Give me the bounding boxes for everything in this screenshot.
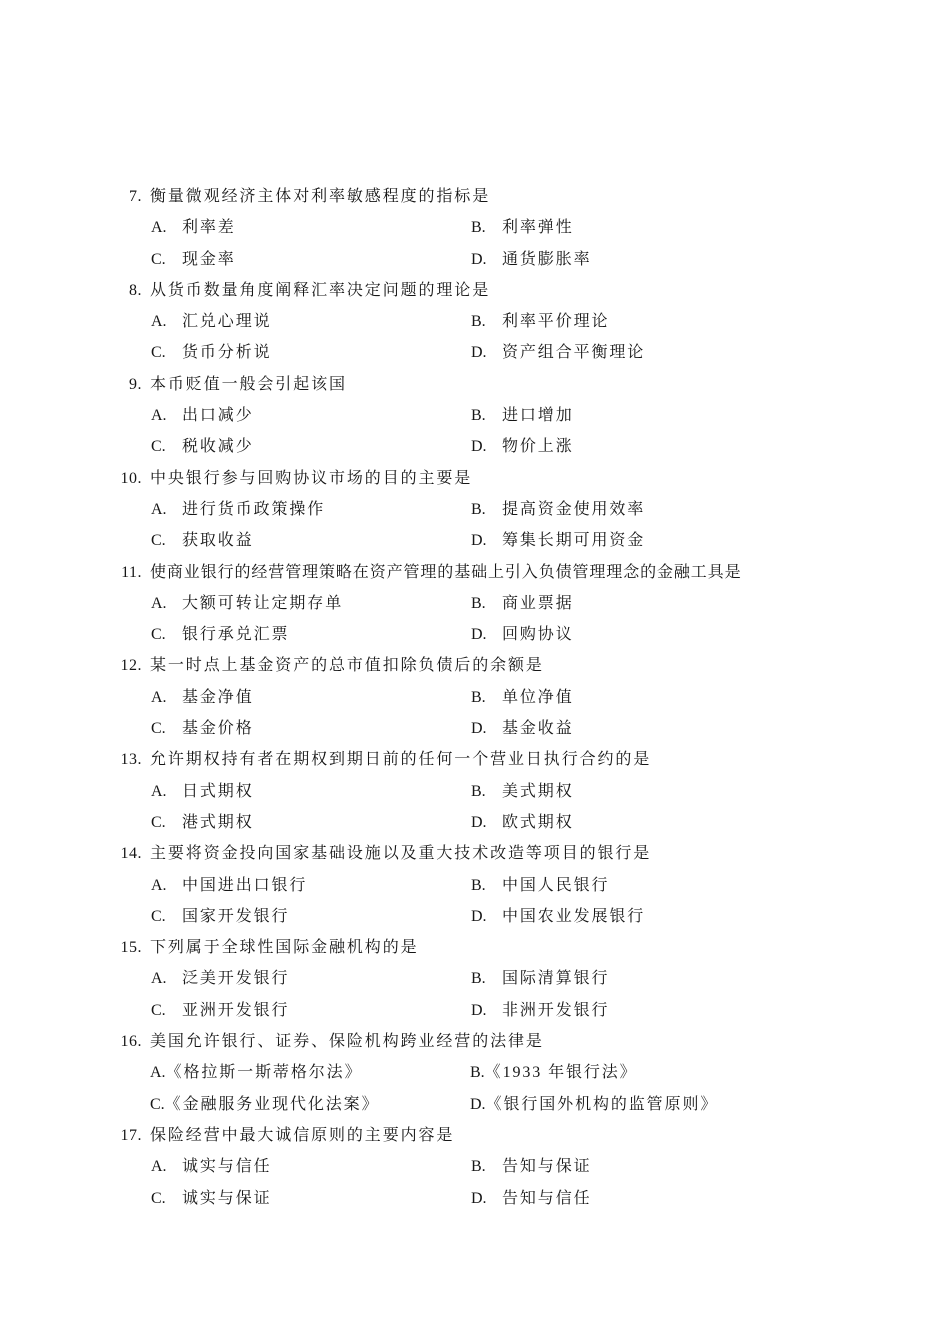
option-label: D. xyxy=(471,532,487,550)
question-number: 11. xyxy=(121,563,142,581)
option-row xyxy=(0,901,950,932)
question-11 xyxy=(0,557,950,651)
option-text: 大额可转让定期存单 xyxy=(182,594,344,612)
question-11-option-a xyxy=(151,588,343,619)
option-label: D. xyxy=(471,720,487,738)
question-14-option-b xyxy=(471,870,609,901)
option-text: 告知与信任 xyxy=(502,1189,592,1207)
option-text: 单位净值 xyxy=(502,688,574,706)
option-text: 《金融服务业现代化法案》 xyxy=(164,1095,380,1113)
question-11-option-d xyxy=(471,619,574,650)
option-label: C. xyxy=(150,1095,165,1113)
option-label: C. xyxy=(151,813,166,831)
option-text: 国家开发银行 xyxy=(182,907,290,925)
option-label: A. xyxy=(150,1064,166,1082)
option-row xyxy=(0,619,950,650)
option-label: B. xyxy=(471,219,486,237)
question-number: 7. xyxy=(129,188,142,205)
question-14-option-a xyxy=(151,870,307,901)
option-label: C. xyxy=(151,907,166,925)
option-label: A. xyxy=(151,313,167,331)
option-label: C. xyxy=(151,720,166,738)
question-number: 16. xyxy=(120,1033,142,1051)
question-16-option-a xyxy=(150,1057,362,1088)
option-text: 泛美开发银行 xyxy=(182,970,290,988)
question-number: 8. xyxy=(129,281,142,299)
exam-page xyxy=(0,181,950,1214)
question-stem xyxy=(0,1026,950,1057)
option-text: 基金净值 xyxy=(182,688,254,706)
option-row xyxy=(0,1151,950,1182)
option-label: D. xyxy=(471,907,487,925)
option-row xyxy=(0,431,950,462)
question-text: 主要将资金投向国家基础设施以及重大技术改造等项目的银行是 xyxy=(150,845,652,863)
option-text: 亚洲开发银行 xyxy=(182,1001,290,1019)
option-label: C. xyxy=(151,626,166,644)
option-row xyxy=(0,807,950,838)
option-text: 进口增加 xyxy=(502,407,574,425)
question-number: 12. xyxy=(120,657,142,675)
option-label: D. xyxy=(471,344,487,362)
option-text: 提高资金使用效率 xyxy=(502,500,646,518)
question-stem xyxy=(0,369,950,400)
option-text: 进行货币政策操作 xyxy=(182,500,326,518)
option-label: B. xyxy=(471,688,486,706)
question-stem xyxy=(0,181,950,212)
option-label: A. xyxy=(151,688,167,706)
option-label: D. xyxy=(471,438,487,456)
question-12-option-a xyxy=(151,682,254,713)
option-row xyxy=(0,400,950,431)
option-text: 非洲开发银行 xyxy=(502,1001,610,1019)
question-16 xyxy=(0,1026,950,1120)
question-stem xyxy=(0,932,950,963)
option-label: B. xyxy=(471,970,486,988)
question-11-option-b xyxy=(471,588,574,619)
question-8-option-c xyxy=(151,337,272,368)
question-12-option-b xyxy=(471,682,574,713)
option-row xyxy=(0,1057,950,1088)
option-label: D. xyxy=(471,1001,487,1019)
question-10-option-a xyxy=(151,494,325,525)
option-text: 资产组合平衡理论 xyxy=(502,344,646,362)
option-label: C. xyxy=(151,438,166,456)
option-label: B. xyxy=(471,407,486,425)
question-13-option-b xyxy=(471,776,574,807)
question-text: 本币贬值一般会引起该国 xyxy=(150,375,347,393)
question-10-option-b xyxy=(471,494,645,525)
option-label: A. xyxy=(151,970,167,988)
question-17-option-b xyxy=(471,1151,592,1182)
question-14 xyxy=(0,838,950,932)
option-text: 中国农业发展银行 xyxy=(502,907,646,925)
question-13-option-a xyxy=(151,776,254,807)
option-text: 通货膨胀率 xyxy=(502,250,592,268)
option-text: 告知与保证 xyxy=(502,1158,592,1176)
option-row xyxy=(0,776,950,807)
question-10-option-d xyxy=(471,525,645,556)
question-13-option-c xyxy=(151,807,254,838)
option-text: 汇兑心理说 xyxy=(182,313,272,331)
question-number: 9. xyxy=(129,375,142,393)
question-17-option-c xyxy=(151,1183,272,1214)
question-text: 美国允许银行、证券、保险机构跨业经营的法律是 xyxy=(150,1033,544,1051)
option-label: C. xyxy=(151,532,166,550)
option-text: 日式期权 xyxy=(182,782,254,800)
option-label: B. xyxy=(471,782,486,800)
question-7-option-b xyxy=(471,212,574,243)
option-text: 欧式期权 xyxy=(502,813,574,831)
question-13 xyxy=(0,744,950,838)
option-row xyxy=(0,494,950,525)
question-13-option-d xyxy=(471,807,574,838)
question-12-option-c xyxy=(151,713,254,744)
option-text: 《格拉斯一斯蒂格尔法》 xyxy=(165,1064,363,1082)
option-label: A. xyxy=(151,500,167,518)
question-text: 中央银行参与回购协议市场的目的主要是 xyxy=(150,469,473,487)
option-label: D. xyxy=(471,250,487,268)
option-label: B. xyxy=(471,313,486,331)
option-row xyxy=(0,713,950,744)
option-row xyxy=(0,306,950,337)
question-text: 使商业银行的经营管理策略在资产管理的基础上引入负债管理理念的金融工具是 xyxy=(150,563,742,581)
question-10-option-c xyxy=(151,525,254,556)
question-stem xyxy=(0,275,950,306)
question-16-option-c xyxy=(150,1089,379,1120)
option-label: B. xyxy=(471,876,486,894)
question-text: 允许期权持有者在期权到期日前的任何一个营业日执行合约的是 xyxy=(150,751,652,769)
option-label: A. xyxy=(151,782,167,800)
option-text: 基金收益 xyxy=(502,720,574,738)
question-15 xyxy=(0,932,950,1026)
question-text: 衡量微观经济主体对利率敏感程度的指标是 xyxy=(150,188,491,205)
option-label: A. xyxy=(151,219,167,237)
option-row xyxy=(0,1089,950,1120)
option-row xyxy=(0,588,950,619)
question-17-option-d xyxy=(471,1183,592,1214)
option-label: D. xyxy=(470,1095,486,1113)
option-row xyxy=(0,870,950,901)
question-15-option-d xyxy=(471,995,609,1026)
question-number: 10. xyxy=(120,469,142,487)
question-7 xyxy=(0,181,950,275)
question-9 xyxy=(0,369,950,463)
option-label: C. xyxy=(151,1001,166,1019)
question-text: 从货币数量角度阐释汇率决定问题的理论是 xyxy=(150,281,491,299)
option-row xyxy=(0,212,950,243)
option-label: D. xyxy=(471,1189,487,1207)
question-7-option-c xyxy=(151,244,236,275)
question-8-option-b xyxy=(471,306,609,337)
option-label: B. xyxy=(471,1158,486,1176)
question-number: 14. xyxy=(120,845,142,863)
option-text: 中国人民银行 xyxy=(502,876,610,894)
question-number: 13. xyxy=(120,751,142,769)
option-text: 基金价格 xyxy=(182,720,254,738)
option-text: 港式期权 xyxy=(182,813,254,831)
question-17-option-a xyxy=(151,1151,272,1182)
question-9-option-d xyxy=(471,431,574,462)
option-row xyxy=(0,337,950,368)
option-row xyxy=(0,244,950,275)
option-label: A. xyxy=(151,407,167,425)
option-label: B. xyxy=(470,1064,485,1082)
option-label: A. xyxy=(151,1158,167,1176)
option-label: D. xyxy=(471,626,487,644)
option-text: 诚实与信任 xyxy=(182,1158,272,1176)
option-text: 现金率 xyxy=(182,250,236,268)
option-text: 货币分析说 xyxy=(182,344,272,362)
question-14-option-c xyxy=(151,901,289,932)
option-text: 商业票据 xyxy=(502,594,574,612)
option-label: D. xyxy=(471,813,487,831)
question-number: 15. xyxy=(120,939,142,957)
option-row xyxy=(0,995,950,1026)
option-text: 筹集长期可用资金 xyxy=(502,532,646,550)
question-15-option-a xyxy=(151,963,289,994)
question-stem xyxy=(0,744,950,775)
question-text: 下列属于全球性国际金融机构的是 xyxy=(150,939,419,957)
option-text: 物价上涨 xyxy=(502,438,574,456)
question-10 xyxy=(0,463,950,557)
option-row xyxy=(0,963,950,994)
question-text: 保险经营中最大诚信原则的主要内容是 xyxy=(150,1126,455,1144)
question-stem xyxy=(0,557,950,588)
option-text: 利率平价理论 xyxy=(502,313,610,331)
option-label: C. xyxy=(151,250,166,268)
question-16-option-b xyxy=(470,1057,638,1088)
option-text: 国际清算银行 xyxy=(502,970,610,988)
question-9-option-a xyxy=(151,400,254,431)
question-15-option-c xyxy=(151,995,289,1026)
question-8-option-a xyxy=(151,306,272,337)
question-stem xyxy=(0,1120,950,1151)
question-15-option-b xyxy=(471,963,609,994)
option-text: 获取收益 xyxy=(182,532,254,550)
option-row xyxy=(0,682,950,713)
option-text: 利率差 xyxy=(182,219,236,237)
option-text: 银行承兑汇票 xyxy=(182,626,290,644)
question-stem xyxy=(0,838,950,869)
option-text: 利率弹性 xyxy=(502,219,574,237)
question-8-option-d xyxy=(471,337,645,368)
option-text: 美式期权 xyxy=(502,782,574,800)
question-11-option-c xyxy=(151,619,289,650)
option-label: A. xyxy=(151,876,167,894)
question-16-option-d xyxy=(470,1089,718,1120)
option-label: B. xyxy=(471,500,486,518)
option-row xyxy=(0,525,950,556)
question-stem xyxy=(0,650,950,681)
question-8 xyxy=(0,275,950,369)
question-7-option-d xyxy=(471,244,592,275)
question-7-option-a xyxy=(151,212,236,243)
question-14-option-d xyxy=(471,901,645,932)
option-text: 《1933 年银行法》 xyxy=(484,1064,638,1082)
option-label: C. xyxy=(151,1189,166,1207)
option-text: 《银行国外机构的监管原则》 xyxy=(485,1095,719,1113)
option-text: 税收减少 xyxy=(182,438,254,456)
option-text: 中国进出口银行 xyxy=(182,876,308,894)
option-text: 出口减少 xyxy=(182,407,254,425)
question-stem xyxy=(0,463,950,494)
question-9-option-c xyxy=(151,431,254,462)
question-12 xyxy=(0,650,950,744)
option-label: A. xyxy=(151,594,167,612)
question-17 xyxy=(0,1120,950,1214)
option-text: 回购协议 xyxy=(502,626,574,644)
question-number: 17. xyxy=(120,1126,142,1144)
option-row xyxy=(0,1183,950,1214)
option-label: B. xyxy=(471,594,486,612)
question-text: 某一时点上基金资产的总市值扣除负债后的余额是 xyxy=(150,657,544,675)
option-label: C. xyxy=(151,344,166,362)
question-9-option-b xyxy=(471,400,574,431)
question-12-option-d xyxy=(471,713,574,744)
option-text: 诚实与保证 xyxy=(182,1189,272,1207)
